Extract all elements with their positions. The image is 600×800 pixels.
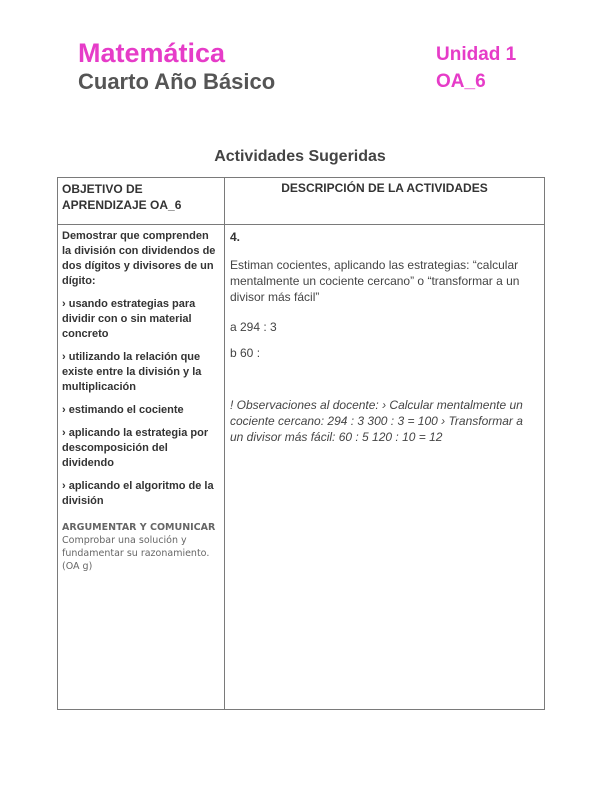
skill-text: Comprobar una solución y fundamentar su razonamiento. (OA g) bbox=[62, 535, 210, 572]
teacher-observations: ! Observaciones al docente: › Calcular mentalmente un cociente cercano: 294 : 3 300 : 3 = 100 › Transformar a un divisor más fácil: 60 : 5 120 : 10 = 12 bbox=[230, 398, 523, 444]
objective-item: › aplicando la estrategia por descomposición del dividendo bbox=[62, 427, 209, 469]
objective-item: › aplicando el algoritmo de la división bbox=[62, 480, 214, 507]
skill-title: ARGUMENTAR Y COMUNICAR bbox=[62, 522, 216, 533]
objective-intro: Demostrar que comprenden la división con dividendos de dos dígitos y divisores de un dígito: bbox=[62, 230, 216, 287]
subject-title: Matemática bbox=[78, 38, 226, 68]
unit-label: Unidad 1 bbox=[436, 44, 517, 65]
objective-cell bbox=[58, 225, 225, 710]
activity-item-a: a 294 : 3 bbox=[230, 320, 277, 334]
activity-number: 4. bbox=[230, 230, 241, 244]
section-title: Actividades Sugeridas bbox=[214, 148, 386, 165]
grade-title: Cuarto Año Básico bbox=[78, 69, 276, 94]
description-cell bbox=[225, 225, 545, 710]
objective-item: › usando estrategias para dividir con o sin material concreto bbox=[62, 298, 196, 340]
objective-item: › utilizando la relación que existe entre la división y la multiplicación bbox=[62, 351, 202, 393]
objective-header: OBJETIVO DE APRENDIZAJE OA_6 bbox=[58, 178, 225, 225]
objective-item: › estimando el cociente bbox=[62, 404, 184, 416]
activity-instruction: Estiman cocientes, aplicando las estrategias: “calcular mentalmente un cociente cercano” o “transformar a un divisor más fácil” bbox=[230, 258, 520, 304]
oa-label: OA_6 bbox=[436, 71, 486, 92]
skill-box bbox=[62, 521, 220, 573]
activities-table bbox=[57, 177, 545, 710]
activity-item-b: b 60 : bbox=[230, 346, 261, 360]
description-header: DESCRIPCIÓN DE LA ACTIVIDADES bbox=[225, 178, 545, 225]
